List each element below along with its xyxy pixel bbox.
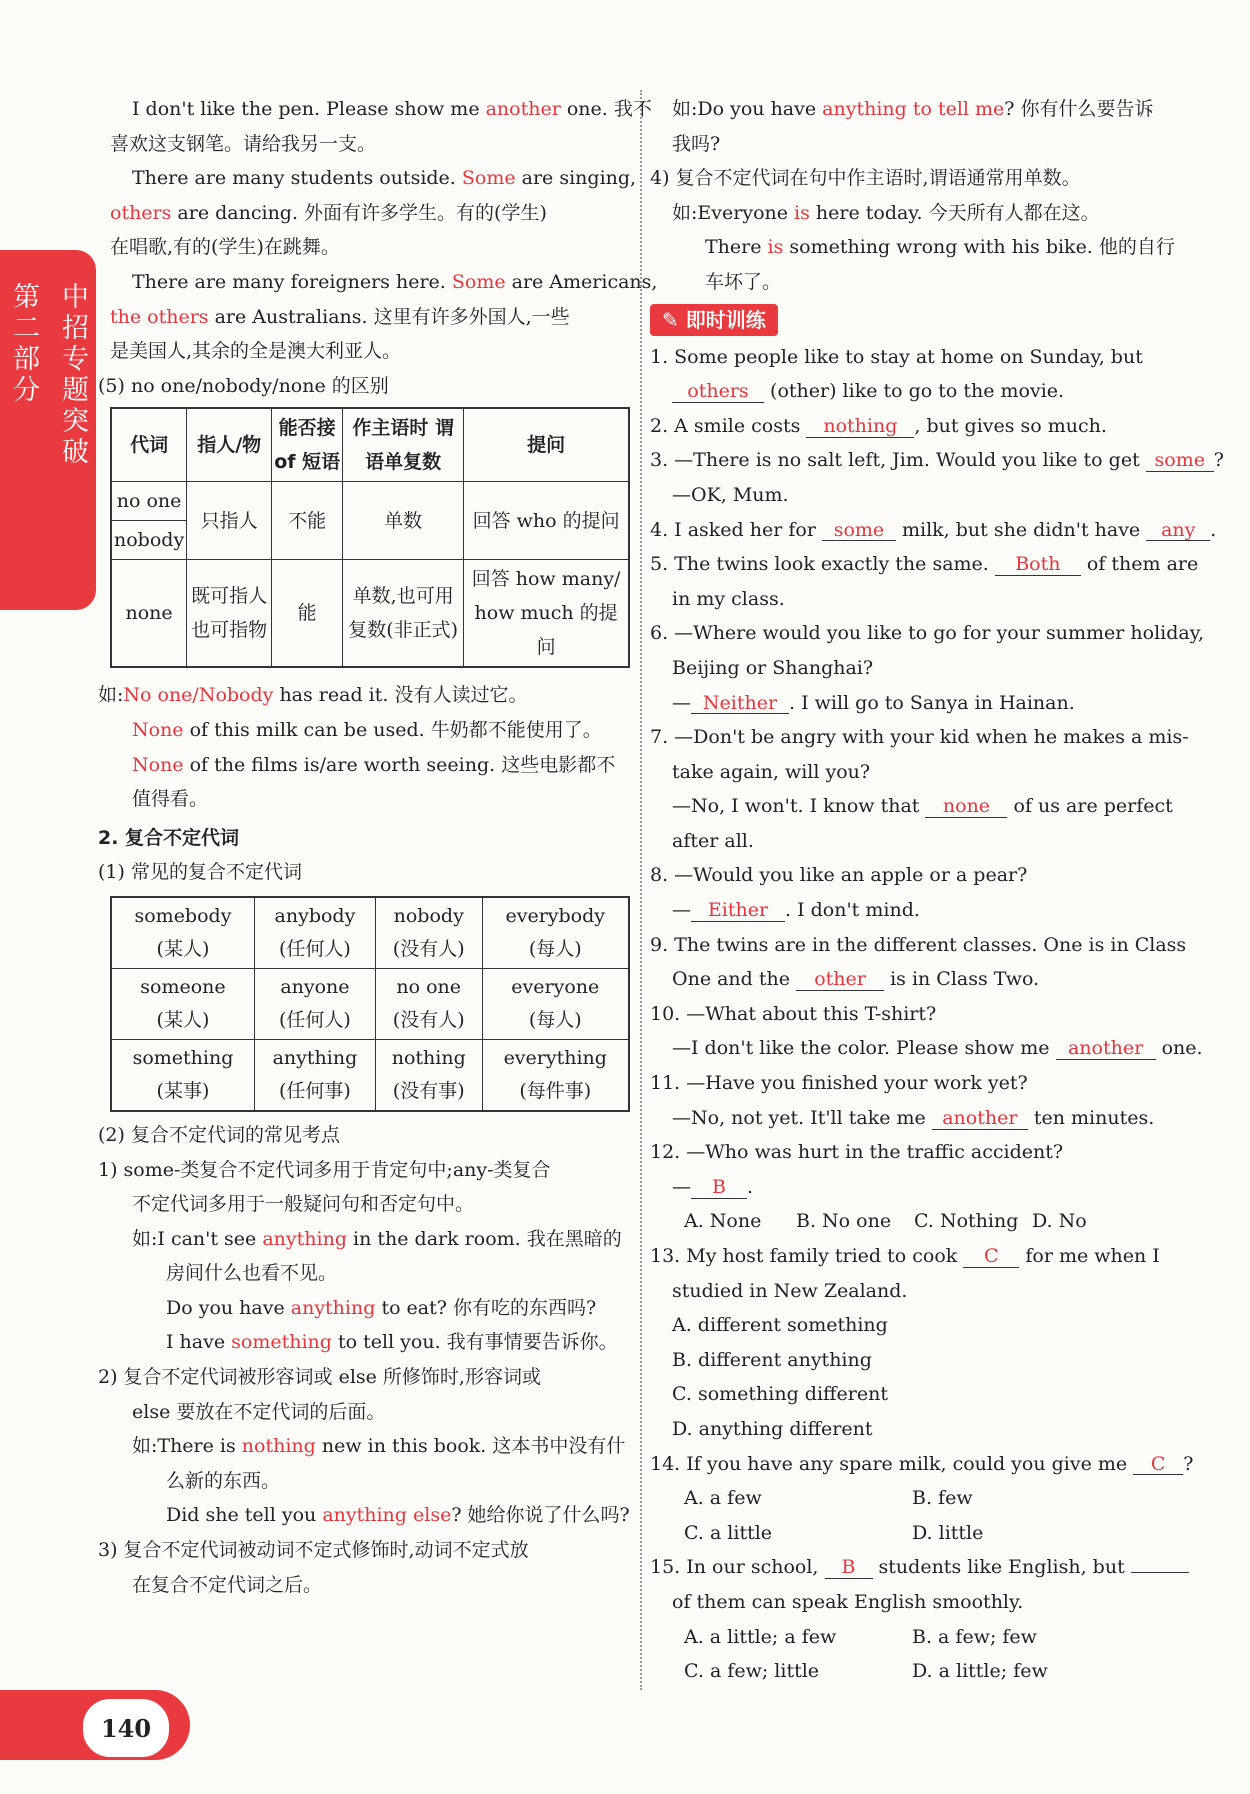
table-header: 作主语时 谓语单复数 <box>343 408 464 482</box>
text-line: 如:There is nothing new in this book. 这本书中没有什 <box>132 1435 626 1458</box>
answer-blank-empty <box>1131 1572 1189 1573</box>
question: 13. My host family tried to cook C for me when I <box>650 1245 1160 1267</box>
question: others (other) like to go to the movie. <box>650 374 1172 409</box>
option: C. Nothing <box>914 1210 1019 1233</box>
question: 15. In our school, B students like English, but <box>650 1550 1172 1585</box>
table-cell: anybody (任何人) <box>254 897 375 969</box>
answer-blank: B <box>825 1557 873 1579</box>
question: take again, will you? <box>672 760 871 783</box>
question: 1. Some people like to stay at home on Sunday, but <box>650 345 1143 368</box>
option: A. a little; a few <box>684 1625 837 1648</box>
text-line: I have something to tell you. 我有事情要告诉你。 <box>166 1331 618 1354</box>
text-line: 我吗? <box>672 132 721 155</box>
option: B. different anything <box>672 1348 872 1371</box>
text-line: 4) 复合不定代词在句中作主语时,谓语通常用单数。 <box>650 167 1081 190</box>
options <box>650 1620 1172 1655</box>
table-header: 能否接 of 短语 <box>272 408 343 482</box>
question: 9. The twins are in the different classes. One is in Class <box>650 933 1187 956</box>
text-line: 如:Do you have anything to tell me? 你有什么要告诉 <box>672 98 1154 120</box>
option: D. anything different <box>672 1417 873 1440</box>
answer-blank: Both <box>995 554 1081 576</box>
question: —No, not yet. It'll take me another ten minutes. <box>672 1106 1155 1129</box>
question: 7. —Don't be angry with your kid when he makes a mis- <box>650 726 1189 749</box>
text-line: 房间什么也看不见。 <box>166 1262 338 1285</box>
practice-icon: ✎ <box>662 307 679 332</box>
table-cell: 回答 how many/ how much 的提问 <box>464 560 629 668</box>
table-cell: everything (每件事) <box>482 1039 629 1111</box>
question: Beijing or Shanghai? <box>672 656 874 679</box>
table-cell: 只指人 <box>187 482 272 560</box>
answer-blank: nothing <box>806 416 914 438</box>
section-heading: (1) 常见的复合不定代词 <box>98 861 302 884</box>
option: A. a few <box>684 1487 762 1510</box>
answer-blank: none <box>925 796 1007 818</box>
text-line: There is something wrong with his bike. 他的自行 <box>705 236 1175 259</box>
side-tab-part: 第二部分 <box>8 282 39 406</box>
option: B. few <box>912 1487 973 1510</box>
right-column <box>650 92 1224 1689</box>
question: 6. —Where would you like to go for your summer holiday, <box>650 622 1204 645</box>
text-line: None of the films is/are worth seeing. 这些电影都不 <box>132 753 616 776</box>
option: A. different something <box>672 1314 888 1337</box>
text-line: 2) 复合不定代词被形容词或 else 所修饰时,形容词或 <box>98 1366 541 1389</box>
option: B. No one <box>796 1210 892 1233</box>
text-line: There are many students outside. Some are singing, <box>132 167 637 190</box>
question: in my class. <box>672 587 785 610</box>
question: — Neither . I will go to Sanya in Hainan. <box>672 691 1075 714</box>
column-divider <box>640 90 642 1690</box>
question: after all. <box>672 829 754 852</box>
question: —No, I won't. I know that none of us are perfect <box>672 795 1173 818</box>
text-line: 如:I can't see anything in the dark room. 我在黑暗的 <box>132 1227 622 1250</box>
answer-blank: others <box>672 381 764 403</box>
table-cell: 单数 <box>343 482 464 560</box>
question: 14. If you have any spare milk, could you give me C ? <box>650 1452 1194 1475</box>
answer-blank: some <box>822 520 896 542</box>
table-cell: somebody (某人) <box>111 897 254 969</box>
option: C. a few; little <box>684 1660 820 1683</box>
table-cell: 单数,也可用 复数(非正式) <box>343 560 464 668</box>
section-heading: (5) no one/nobody/none 的区别 <box>98 374 389 397</box>
table-cell: nobody (没有人) <box>375 897 482 969</box>
text-line: others are dancing. 外面有许多学生。有的(学生) <box>110 201 547 224</box>
option: D. little <box>912 1521 984 1544</box>
question: 4. I asked her for some milk, but she didn't have any . <box>650 518 1217 541</box>
table-cell: nothing (没有事) <box>375 1039 482 1111</box>
question: —OK, Mum. <box>672 483 789 506</box>
text-line: None of this milk can be used. 牛奶都不能使用了。 <box>132 718 602 741</box>
answer-blank: another <box>932 1108 1028 1130</box>
section-heading: 2. 复合不定代词 <box>98 826 240 849</box>
option: B. a few; few <box>912 1625 1037 1648</box>
question: 3. —There is no salt left, Jim. Would you like to get some ? <box>650 449 1224 472</box>
table-cell: anyone (任何人) <box>254 968 375 1039</box>
answer-blank: some <box>1146 450 1214 472</box>
text-line: 如:Everyone is here today. 今天所有人都在这。 <box>672 201 1100 224</box>
question: — Either . I don't mind. <box>672 899 920 922</box>
text-line: 3) 复合不定代词被动词不定式修饰时,动词不定式放 <box>98 1539 529 1562</box>
answer-blank: C <box>1133 1454 1183 1476</box>
question: of them can speak English smoothly. <box>672 1590 1024 1613</box>
table-cell: nobody <box>111 521 187 560</box>
option: C. something different <box>672 1383 888 1406</box>
table-cell: everyone (每人) <box>482 968 629 1039</box>
table-cell: no one (没有人) <box>375 968 482 1039</box>
table-cell: anything (任何事) <box>254 1039 375 1111</box>
table-header: 指人/物 <box>187 408 272 482</box>
options <box>650 1204 1172 1239</box>
side-tab-topic: 中招专题突破 <box>57 282 88 468</box>
question: One and the other is in Class Two. <box>672 968 1040 991</box>
option: A. None <box>684 1210 762 1233</box>
compound-pronoun-table <box>110 896 630 1112</box>
text-line: 车坏了。 <box>705 270 782 293</box>
text-line: 喜欢这支钢笔。请给我另一支。 <box>110 132 377 155</box>
text-line: 么新的东西。 <box>166 1469 281 1492</box>
options <box>650 1516 1172 1551</box>
option: D. No <box>1032 1210 1087 1233</box>
text-line: 在复合不定代词之后。 <box>132 1573 323 1596</box>
table-cell: everybody (每人) <box>482 897 629 969</box>
table-cell: 既可指人 也可指物 <box>187 560 272 668</box>
left-column <box>98 92 658 1602</box>
table-cell: 回答 who 的提问 <box>464 482 629 560</box>
options <box>650 1481 1172 1516</box>
section-heading: (2) 复合不定代词的常见考点 <box>98 1123 340 1146</box>
table-cell: 不能 <box>272 482 343 560</box>
options <box>650 1654 1172 1689</box>
table-cell: someone (某人) <box>111 968 254 1039</box>
text-line: I don't like the pen. Please show me another one. 我不 <box>132 98 652 120</box>
answer-blank: any <box>1146 520 1210 542</box>
text-line: the others are Australians. 这里有许多外国人,一些 <box>110 305 570 328</box>
none-nobody-table <box>110 407 630 668</box>
table-cell: no one <box>111 482 187 521</box>
answer-blank: other <box>796 969 884 991</box>
question: 12. —Who was hurt in the traffic accident? <box>650 1141 1064 1164</box>
answer-blank: B <box>691 1177 747 1199</box>
question: 11. —Have you finished your work yet? <box>650 1072 1028 1095</box>
side-tab <box>0 250 96 610</box>
practice-badge: ✎ 即时训练 <box>650 304 778 336</box>
question: 10. —What about this T-shirt? <box>650 1002 937 1025</box>
option: C. a little <box>684 1521 773 1544</box>
question: 2. A smile costs nothing , but gives so much. <box>650 414 1107 437</box>
page-number: 140 <box>80 1696 172 1760</box>
option: D. a little; few <box>912 1660 1048 1683</box>
table-header: 提问 <box>464 408 629 482</box>
question: 8. —Would you like an apple or a pear? <box>650 864 1028 887</box>
text-line: Do you have anything to eat? 你有吃的东西吗? <box>166 1296 597 1319</box>
question: 5. The twins look exactly the same. Both of them are <box>650 553 1199 576</box>
text-line: 1) some-类复合不定代词多用于肯定句中;any-类复合 <box>98 1158 551 1181</box>
question: —I don't like the color. Please show me another one. <box>672 1037 1203 1060</box>
text-line: 如:No one/Nobody has read it. 没有人读过它。 <box>98 684 528 707</box>
question: studied in New Zealand. <box>672 1279 908 1302</box>
table-cell: none <box>111 560 187 668</box>
question: — B . <box>672 1175 754 1198</box>
answer-blank: Either <box>691 900 785 922</box>
text-line: 是美国人,其余的全是澳大利亚人。 <box>110 340 402 363</box>
answer-blank: C <box>963 1246 1019 1268</box>
text-line: Did she tell you anything else? 她给你说了什么吗? <box>166 1504 630 1527</box>
table-cell: 能 <box>272 560 343 668</box>
text-line: 值得看。 <box>132 788 209 811</box>
text-line: There are many foreigners here. Some are Americans, <box>132 270 658 293</box>
answer-blank: another <box>1056 1038 1156 1060</box>
text-line: else 要放在不定代词的后面。 <box>132 1400 386 1423</box>
answer-blank: Neither <box>691 693 789 715</box>
text-line: 不定代词多用于一般疑问句和否定句中。 <box>132 1193 475 1216</box>
table-cell: something (某事) <box>111 1039 254 1111</box>
table-header: 代词 <box>111 408 187 482</box>
text-line: 在唱歌,有的(学生)在跳舞。 <box>110 236 340 259</box>
